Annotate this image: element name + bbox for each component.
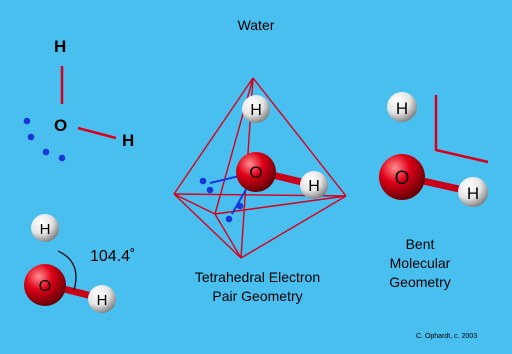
atom-label-h: H (308, 178, 320, 195)
lewis-structure (24, 66, 116, 161)
atom-label-h: H (96, 292, 108, 309)
caption-line: Pair Geometry (212, 288, 303, 304)
tetrahedron-edge (174, 194, 241, 258)
atom-label-o: O (394, 168, 410, 189)
lone-pair-dot (207, 187, 214, 194)
atom-label-h: H (39, 221, 51, 238)
lewis-oxygen-label: O (54, 116, 68, 135)
lone-pair-dot (24, 118, 31, 125)
lone-pair-dot (59, 155, 66, 162)
caption-line: Tetrahedral Electron (194, 269, 321, 285)
lone-pair-dot (237, 203, 244, 210)
tetrahedral-lone-pairs (200, 178, 244, 223)
bent-caption (375, 235, 465, 292)
tetrahedral-caption (150, 268, 365, 306)
bond-angle-label: 104.4˚ (90, 248, 136, 265)
atom-label-h: H (395, 99, 409, 118)
lewis-bond-right (78, 128, 116, 138)
caption-line: Molecular (389, 255, 451, 271)
diagram-title: Water (237, 17, 275, 33)
atom-label-h: H (466, 184, 480, 203)
lewis-hydrogen-top-label: H (54, 37, 67, 56)
caption-line: Bent (405, 236, 435, 252)
lone-pair-dot (226, 216, 233, 223)
lone-pair-dot (43, 149, 50, 156)
atom-label-o: O (249, 163, 263, 182)
bent-angle-indicator (436, 95, 488, 162)
tetrahedron-edge (241, 196, 346, 258)
credit-text: C. Ophardt, c. 2003 (416, 333, 478, 340)
lewis-hydrogen-right-label: H (122, 131, 135, 150)
tetrahedron-edge (174, 194, 215, 214)
lone-pair-dot (200, 178, 207, 185)
atom-label-h: H (250, 102, 262, 119)
atom-label-o: O (38, 278, 52, 295)
lone-pair-dot (28, 134, 35, 141)
caption-line: Geometry (389, 274, 451, 290)
